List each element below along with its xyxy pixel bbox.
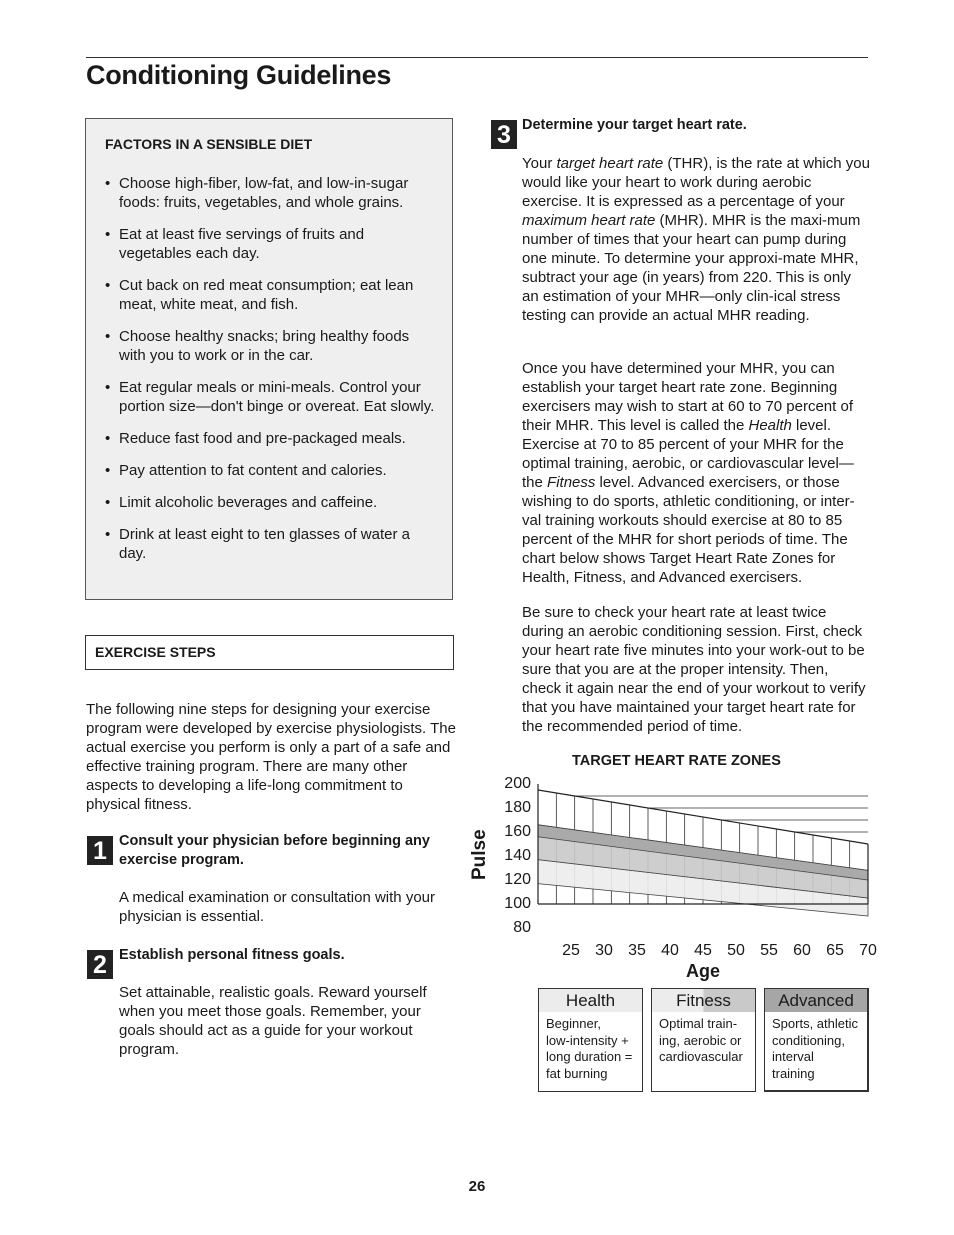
x-axis-label: Age <box>686 961 721 981</box>
zone-advanced-box <box>764 988 869 1092</box>
list-item: • Choose high-fiber, low-fat, and low-in-sugar foods: fruits, vegetables, and whole grains. <box>105 174 440 212</box>
y-tick-label: 80 <box>513 919 531 936</box>
zone-desc-line: low-intensity + <box>546 1032 629 1048</box>
term-maximum-heart-rate: maximum heart rate <box>522 212 656 229</box>
zone-name: Health <box>539 989 642 1012</box>
zone-desc-line: long duration = <box>546 1049 633 1064</box>
page-number: 26 <box>468 1178 486 1195</box>
zone-description <box>765 1012 867 1086</box>
term-target-heart-rate: target heart rate <box>556 155 664 172</box>
zone-desc-line: Beginner, <box>546 1016 601 1031</box>
zone-desc-line: ing, aerobic or <box>659 1032 742 1048</box>
step-heading: Determine your target heart rate. <box>522 117 747 133</box>
zone-desc-line: cardiovascular <box>659 1049 743 1064</box>
exercise-steps-heading: EXERCISE STEPS <box>95 644 216 660</box>
text-run: (THR), is the rate at which you would like your heart to work during aerobic exercise. It is expressed as a percentage of your <box>522 155 870 210</box>
term-fitness: Fitness <box>547 474 596 491</box>
zone-desc-line: conditioning, <box>772 1032 845 1048</box>
list-item: • Cut back on red meat consumption; eat lean meat, white meat, and fish. <box>105 276 440 314</box>
list-item: • Limit alcoholic beverages and caffeine. <box>105 493 440 512</box>
text-run: level. Exercise at 70 to 85 percent of your MHR for the optimal training, aerobic, or cardiovascular level—the <box>522 417 854 491</box>
x-tick-label: 55 <box>760 942 778 959</box>
y-axis-label: Pulse <box>469 829 490 880</box>
step-body: Set attainable, realistic goals. Reward yourself when you meet those goals. Remember, your goals should act as a guide for your workout program. <box>119 984 427 1058</box>
x-tick-label: 40 <box>661 942 679 959</box>
zone-description <box>539 1012 642 1086</box>
x-tick-label: 25 <box>562 942 580 959</box>
step-number: 2 <box>87 950 113 979</box>
term-health: Health <box>748 417 792 434</box>
list-item: • Pay attention to fat content and calories. <box>105 461 440 480</box>
x-tick-label: 35 <box>628 942 646 959</box>
x-tick-label: 60 <box>793 942 811 959</box>
list-item: • Reduce fast food and pre-packaged meals. <box>105 429 440 448</box>
text-run: Be sure to check your heart rate at least twice during an aerobic conditioning session. First, check your heart rate five minutes into your work-out to be sure that you are at the proper intensity. Then, check it again near the end of your workout to verify that you have maintained your target heart rate for the recommended period of time. <box>522 604 866 735</box>
zone-health-box <box>538 988 643 1092</box>
diet-heading: FACTORS IN A SENSIBLE DIET <box>105 136 313 152</box>
text-run: Once you have determined your MHR, you can establish your target heart rate zone. Beginning exercisers may wish to start at 60 to 70 percent of their MHR. This level is called the <box>522 360 853 434</box>
zone-desc-line: Optimal train- <box>659 1016 738 1031</box>
x-tick-label: 45 <box>694 942 712 959</box>
exercise-intro: The following nine steps for designing your exercise program were developed by exercise physiologists. The actual exercise you perform is only a part of a safe and effective training program. There are many other aspects to developing a life-long commitment to physical fitness. <box>86 701 456 813</box>
list-item: • Eat at least five servings of fruits and vegetables each day. <box>105 225 440 263</box>
page-title: Conditioning Guidelines <box>86 60 392 90</box>
zone-desc-line: interval training <box>772 1049 815 1081</box>
y-tick-label: 180 <box>504 799 531 816</box>
chart-title: TARGET HEART RATE ZONES <box>572 753 781 769</box>
zone-name: Fitness <box>652 989 755 1012</box>
zone-fitness-box <box>651 988 756 1092</box>
x-tick-label: 50 <box>727 942 745 959</box>
zone-name: Advanced <box>765 989 867 1012</box>
y-tick-label: 160 <box>504 823 531 840</box>
y-tick-label: 140 <box>504 847 531 864</box>
step-heading: Consult your physician before beginning any exercise program. <box>119 833 430 868</box>
x-tick-label: 70 <box>859 942 877 959</box>
step-heading: Establish personal fitness goals. <box>119 947 345 963</box>
zone-description <box>652 1012 755 1070</box>
step-number: 3 <box>491 120 517 149</box>
y-tick-label: 100 <box>504 895 531 912</box>
list-item: • Choose healthy snacks; bring healthy foods with you to work or in the car. <box>105 327 440 365</box>
x-tick-label: 65 <box>826 942 844 959</box>
text-run: (MHR). MHR is the maxi-mum number of times that your heart can pump during one minute. To determine your approxi-mate MHR, subtract your age (in years) from 220. This is only an estimation of your MHR—only clin-ical stress testing can provide an actual MHR reading. <box>522 212 861 324</box>
zone-desc-line: fat burning <box>546 1065 608 1081</box>
text-run: level. Advanced exercisers, or those wishing to do sports, athletic conditioning, or inter-val training workouts should exercise at 80 to 85 percent of the MHR for short periods of time. The chart below shows Target Heart Rate Zones for Health, Fitness, and Advanced exercisers. <box>522 474 855 586</box>
x-tick-label: 30 <box>595 942 613 959</box>
step-number: 1 <box>87 836 113 865</box>
text-run: Your <box>522 155 557 172</box>
y-tick-label: 120 <box>504 871 531 888</box>
y-tick-label: 200 <box>504 775 531 792</box>
list-item: • Drink at least eight to ten glasses of water a day. <box>105 525 440 563</box>
zone-desc-line: Sports, athletic <box>772 1016 858 1031</box>
step-body: A medical examination or consultation with your physician is essential. <box>119 889 435 925</box>
list-item: • Eat regular meals or mini-meals. Control your portion size—don't binge or overeat. Eat slowly. <box>105 378 440 416</box>
